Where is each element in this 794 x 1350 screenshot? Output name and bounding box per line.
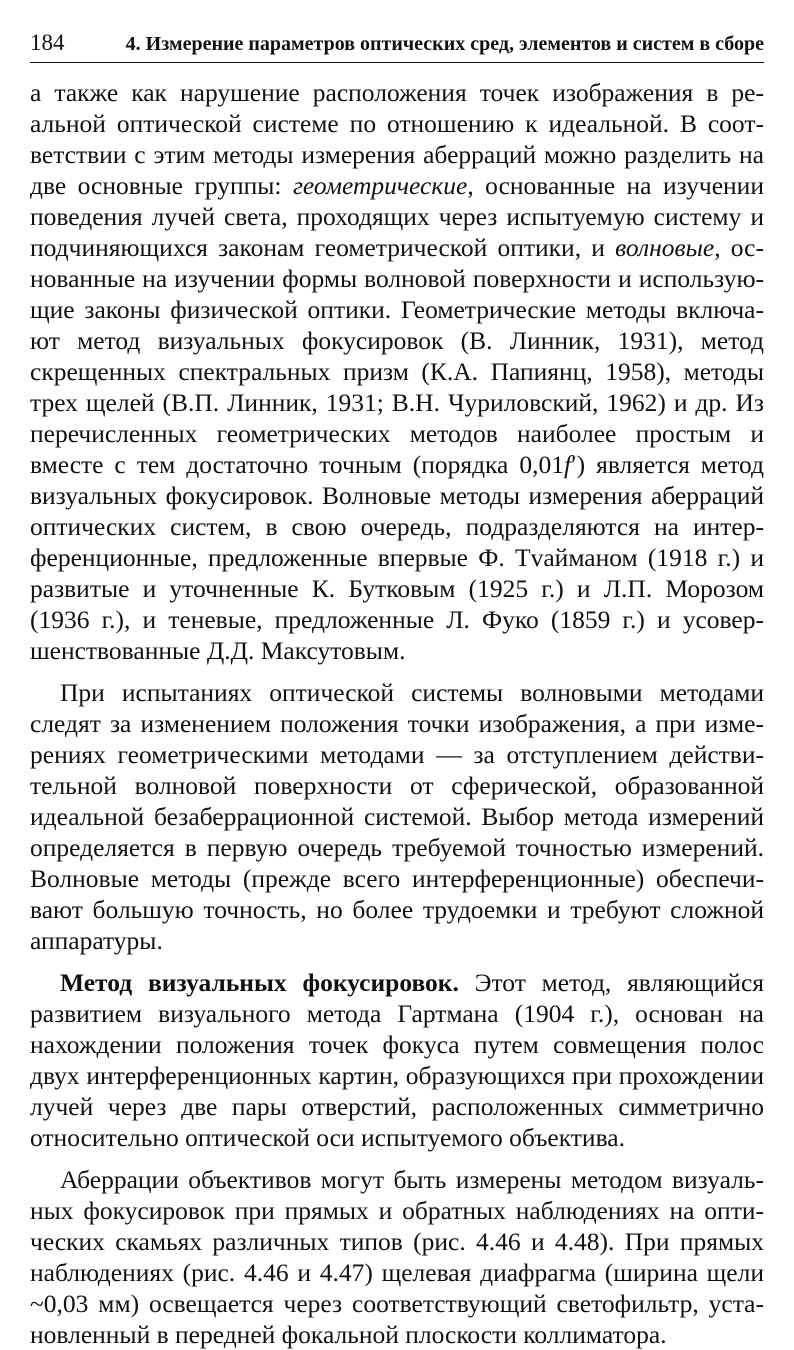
paragraph-text: , основанные на изучении формы волновой поверхности и использующие законы физической оптики. Геометрические методы включают метод визуальных фокусировок (В. Линник, 1931), метод скрещенных спектральных призм (К.А. Папиянц, 1958), методы трех щелей (В.П. Линник, 1931; В.Н. Чуриловский, 1962) и др. Из перечисленных геометрических методов наиболее простым и вместе с тем достаточно точным (порядка 0,01 xyxy=(30,233,765,479)
section-run-in-heading: Метод визуальных фокусировок. xyxy=(60,968,459,997)
page-number: 184 xyxy=(30,30,65,55)
paragraph-text: При испытаниях оптической системы волновыми методами следят за изменением положения точки изображения, а при измерениях геометрическими методами — за отступлением действительной волновой поверхности от сферической, образованной идеальной безаберрационной системой. Выбор метода измерений определяется в первую очередь требуемой точностью измерений. Волновые методы (прежде всего интерференционные) обеспечивают большую точность, но более трудоемки и требуют сложной аппаратуры. xyxy=(30,678,764,955)
paragraph-text: Этот метод, являющийся развитием визуального метода Гартмана (1904 г.), основан на нахождении положения точек фокуса путем совмещения полос двух интерференционных картин, образующихся при прохождении лучей через две пары отверстий, расположенных симметрично относительно оптической оси испытуемого объектива. xyxy=(30,968,764,1152)
paragraph-text: , основанные на изучении поведения лучей света, проходящих через испытуемую систему и подчиняющихся законам геометрической оптики, и xyxy=(30,171,764,262)
term-wave: волновые xyxy=(615,233,715,262)
paragraph-text: а также как нарушение расположения точек изображения в реальной оптической системе по отношению к идеальной. В соответствии с этим методы измерения аберраций можно разделить на две основные группы: xyxy=(30,78,764,200)
running-head xyxy=(30,30,764,63)
paragraph-2 xyxy=(30,677,764,956)
chapter-title: 4. Измерение параметров оптических сред, элементов и систем в сборе xyxy=(125,33,764,55)
paragraph-text: ′) является метод визуальных фокусировок. Волновые методы измерения аберраций оптических систем, в свою очередь, подразделяются на интерференционные, предложенные впервые Ф. Тvайманом (1918 г.) и развитые и уточненные К. Бутковым (1925 г.) и Л.П. Морозом (1936 г.), и теневые, предложенные Л. Фуко (1859 г.) и усовершенствованные Д.Д. Максутовым. xyxy=(30,450,765,665)
paragraph-3 xyxy=(30,967,764,1153)
paragraph-1 xyxy=(30,77,764,666)
focal-length-symbol: f xyxy=(563,450,572,479)
paragraph-4 xyxy=(30,1164,764,1350)
book-page xyxy=(30,30,764,1350)
term-geometric: геометрические xyxy=(292,171,468,200)
paragraph-text: Аберрации объективов могут быть измерены методом визуальных фокусировок при прямых и обратных наблюдениях на оптических скамьях различных типов (рис. 4.46 и 4.48). При прямых наблюдениях (рис. 4.46 и 4.47) щелевая диафрагма (ширина щели ~0,03 мм) освещается через соответствующий светофильтр, установленный в передней фокальной плоскости коллиматора. xyxy=(30,1165,764,1349)
